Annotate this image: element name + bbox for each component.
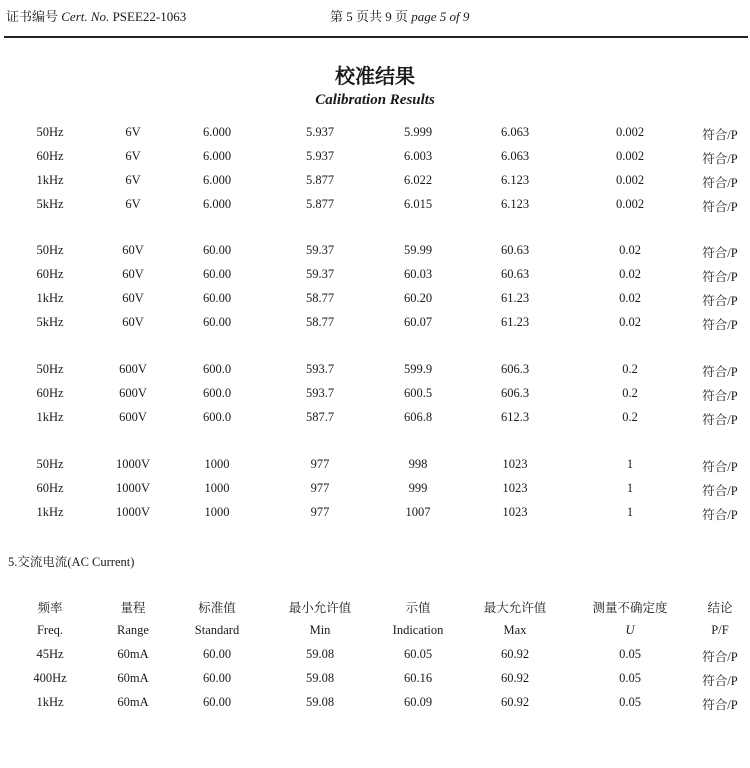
table-cell: Min — [309, 623, 331, 637]
table-cell: 6.015 — [403, 197, 433, 211]
table-cell: 1023 — [502, 481, 528, 495]
table-cell: 符合/P — [702, 674, 738, 688]
table-cell: 符合/P — [702, 413, 738, 427]
table-cell: 400Hz — [33, 671, 67, 685]
table-cell: 61.23 — [500, 315, 530, 329]
table-cell: 60.05 — [403, 647, 433, 661]
table-row — [0, 197, 750, 217]
table-cell: 符合/P — [702, 270, 738, 284]
table-cell: 频率 — [37, 601, 63, 615]
table-cell: 1kHz — [36, 505, 64, 519]
table-cell: 61.23 — [500, 291, 530, 305]
table-cell: 60mA — [117, 671, 149, 685]
table-cell: 1007 — [405, 505, 431, 519]
table-cell: 60.00 — [202, 243, 232, 257]
table-cell: 符合/P — [702, 460, 738, 474]
table-cell: 0.002 — [615, 197, 645, 211]
table-cell: 60.63 — [500, 243, 530, 257]
table-cell: 最大允许值 — [483, 601, 547, 615]
table-cell: 0.2 — [622, 410, 638, 424]
table-row — [0, 695, 750, 715]
table-cell: 6.000 — [202, 173, 232, 187]
table-cell: 977 — [310, 481, 330, 495]
table-cell: 1000 — [204, 457, 230, 471]
table-cell: 1kHz — [36, 695, 64, 709]
table-cell: 5.937 — [305, 125, 335, 139]
table-cell: 0.02 — [619, 267, 641, 281]
table-row — [0, 647, 750, 667]
table-cell: 600V — [119, 386, 147, 400]
table-cell: 0.05 — [619, 647, 641, 661]
table-cell: 60.00 — [202, 315, 232, 329]
table-cell: 599.9 — [403, 362, 433, 376]
table-row — [0, 125, 750, 145]
table-cell: 符合/P — [702, 294, 738, 308]
table-cell: 60V — [122, 291, 144, 305]
table-cell: 1 — [626, 505, 634, 519]
table-cell: 60.00 — [202, 291, 232, 305]
page-indicator-en: page 5 of 9 — [411, 9, 470, 24]
cert-label-cn: 证书编号 — [6, 9, 59, 24]
table-cell: 0.05 — [619, 671, 641, 685]
table-cell: 60mA — [117, 695, 149, 709]
table-cell: 60.09 — [403, 695, 433, 709]
table-cell: 5.877 — [305, 173, 335, 187]
table-cell: 58.77 — [305, 315, 335, 329]
table-cell: 606.3 — [500, 386, 530, 400]
table-row — [0, 291, 750, 311]
table-cell: 0.02 — [619, 243, 641, 257]
table-cell: 1023 — [502, 457, 528, 471]
table-cell: 50Hz — [36, 243, 64, 257]
page-title: 校准结果 — [335, 64, 415, 88]
table-cell: Indication — [392, 623, 444, 637]
table-cell: 符合/P — [702, 318, 738, 332]
table-cell: 5.877 — [305, 197, 335, 211]
table-cell: 符合/P — [702, 200, 738, 214]
table-cell: 符合/P — [702, 484, 738, 498]
table-cell: 6V — [125, 149, 141, 163]
table-cell: 符合/P — [702, 365, 738, 379]
table-cell: 60.20 — [403, 291, 433, 305]
table-cell: 977 — [310, 457, 330, 471]
table-cell: 45Hz — [36, 647, 64, 661]
table-cell: 50Hz — [36, 125, 64, 139]
page-indicator — [330, 6, 469, 25]
table-cell: 998 — [408, 457, 428, 471]
table-cell: 0.2 — [622, 386, 638, 400]
table-cell: 6.003 — [403, 149, 433, 163]
table-cell: 1000 — [204, 505, 230, 519]
table-row — [0, 457, 750, 477]
table-cell: 60.92 — [500, 647, 530, 661]
table-cell: 1000 — [204, 481, 230, 495]
table-cell: 6.123 — [500, 197, 530, 211]
table-cell: 606.3 — [500, 362, 530, 376]
table-header-en — [0, 623, 750, 643]
table-cell: 587.7 — [305, 410, 335, 424]
table-cell: 60.00 — [202, 267, 232, 281]
table-cell: 5kHz — [36, 315, 64, 329]
table-cell: 结论 — [707, 601, 733, 615]
table-cell: 0.02 — [619, 291, 641, 305]
table-header-cn — [0, 598, 750, 618]
table-cell: 1 — [626, 481, 634, 495]
table-row — [0, 386, 750, 406]
table-cell: 1000V — [115, 457, 151, 471]
table-cell: 60Hz — [36, 267, 64, 281]
table-cell: 量程 — [120, 601, 146, 615]
table-cell: 0.002 — [615, 149, 645, 163]
table-cell: U — [625, 623, 635, 637]
table-cell: 1kHz — [36, 291, 64, 305]
table-cell: 60.07 — [403, 315, 433, 329]
table-cell: 0.02 — [619, 315, 641, 329]
table-cell: 60V — [122, 315, 144, 329]
table-cell: 600.0 — [202, 362, 232, 376]
table-cell: 58.77 — [305, 291, 335, 305]
table-cell: 符合/P — [702, 128, 738, 142]
table-cell: 60.63 — [500, 267, 530, 281]
table-cell: 0.002 — [615, 125, 645, 139]
table-cell: Standard — [194, 623, 240, 637]
table-cell: 符合/P — [702, 508, 738, 522]
table-cell: 0.002 — [615, 173, 645, 187]
table-cell: 1 — [626, 457, 634, 471]
table-cell: 1023 — [502, 505, 528, 519]
table-cell: 6.000 — [202, 125, 232, 139]
table-cell: 600.0 — [202, 386, 232, 400]
table-cell: 示值 — [405, 601, 431, 615]
table-cell: 1000V — [115, 505, 151, 519]
table-cell: 59.08 — [305, 695, 335, 709]
section-title-ac-current: 5.交流电流(AC Current) — [8, 555, 135, 569]
table-cell: 5.999 — [403, 125, 433, 139]
table-cell: 59.37 — [305, 243, 335, 257]
table-cell: 符合/P — [702, 650, 738, 664]
table-cell: 符合/P — [702, 389, 738, 403]
table-cell: 60.00 — [202, 671, 232, 685]
table-cell: 59.99 — [403, 243, 433, 257]
table-row — [0, 243, 750, 263]
table-row — [0, 505, 750, 525]
table-cell: 符合/P — [702, 176, 738, 190]
table-cell: 60Hz — [36, 149, 64, 163]
table-cell: 593.7 — [305, 362, 335, 376]
table-cell: 1kHz — [36, 173, 64, 187]
table-cell: 60V — [122, 243, 144, 257]
table-cell: 6.000 — [202, 197, 232, 211]
table-cell: 6.000 — [202, 149, 232, 163]
table-cell: 612.3 — [500, 410, 530, 424]
table-cell: 5.937 — [305, 149, 335, 163]
table-cell: 符合/P — [702, 246, 738, 260]
table-cell: 600V — [119, 362, 147, 376]
table-cell: 600.5 — [403, 386, 433, 400]
table-cell: 0.05 — [619, 695, 641, 709]
table-cell: 60Hz — [36, 386, 64, 400]
table-row — [0, 481, 750, 501]
table-cell: 6V — [125, 173, 141, 187]
table-cell: 593.7 — [305, 386, 335, 400]
page-subtitle: Calibration Results — [315, 92, 435, 108]
table-cell: 标准值 — [198, 601, 236, 615]
table-cell: 6.063 — [500, 149, 530, 163]
table-cell: 6.123 — [500, 173, 530, 187]
table-cell: Range — [117, 623, 149, 637]
page-indicator-cn: 第 5 页共 9 页 — [330, 9, 409, 24]
table-cell: 6.063 — [500, 125, 530, 139]
table-cell: 符合/P — [702, 152, 738, 166]
header-divider — [4, 36, 748, 38]
table-cell: 测量不确定度 — [592, 601, 668, 615]
cert-number-value: PSEE22-1063 — [112, 9, 187, 24]
table-cell: 50Hz — [36, 362, 64, 376]
table-cell: 6V — [125, 197, 141, 211]
table-row — [0, 267, 750, 287]
table-cell: 59.08 — [305, 647, 335, 661]
table-cell: 1kHz — [36, 410, 64, 424]
table-row — [0, 671, 750, 691]
table-cell: 977 — [310, 505, 330, 519]
table-cell: Freq. — [36, 623, 64, 637]
table-cell: 999 — [408, 481, 428, 495]
table-row — [0, 315, 750, 335]
table-cell: 59.08 — [305, 671, 335, 685]
table-cell: 60V — [122, 267, 144, 281]
table-cell: 50Hz — [36, 457, 64, 471]
table-cell: Max — [503, 623, 527, 637]
table-cell: 60.00 — [202, 647, 232, 661]
table-row — [0, 362, 750, 382]
table-cell: 600V — [119, 410, 147, 424]
table-cell: 60.92 — [500, 671, 530, 685]
table-cell: 0.2 — [622, 362, 638, 376]
table-cell: 60.00 — [202, 695, 232, 709]
cert-label-en: Cert. No. — [61, 9, 110, 24]
table-cell: 600.0 — [202, 410, 232, 424]
table-cell: 59.37 — [305, 267, 335, 281]
table-cell: P/F — [711, 623, 729, 637]
table-cell: 1000V — [115, 481, 151, 495]
table-cell: 60.03 — [403, 267, 433, 281]
table-cell: 6V — [125, 125, 141, 139]
table-row — [0, 149, 750, 169]
table-cell: 最小允许值 — [288, 601, 352, 615]
table-cell: 5kHz — [36, 197, 64, 211]
table-cell: 符合/P — [702, 698, 738, 712]
table-cell: 60mA — [117, 647, 149, 661]
table-cell: 606.8 — [403, 410, 433, 424]
table-cell: 60Hz — [36, 481, 64, 495]
table-cell: 60.16 — [403, 671, 433, 685]
table-cell: 60.92 — [500, 695, 530, 709]
table-row — [0, 410, 750, 430]
certificate-number — [6, 6, 186, 25]
table-row — [0, 173, 750, 193]
page-header — [0, 0, 750, 40]
table-cell: 6.022 — [403, 173, 433, 187]
